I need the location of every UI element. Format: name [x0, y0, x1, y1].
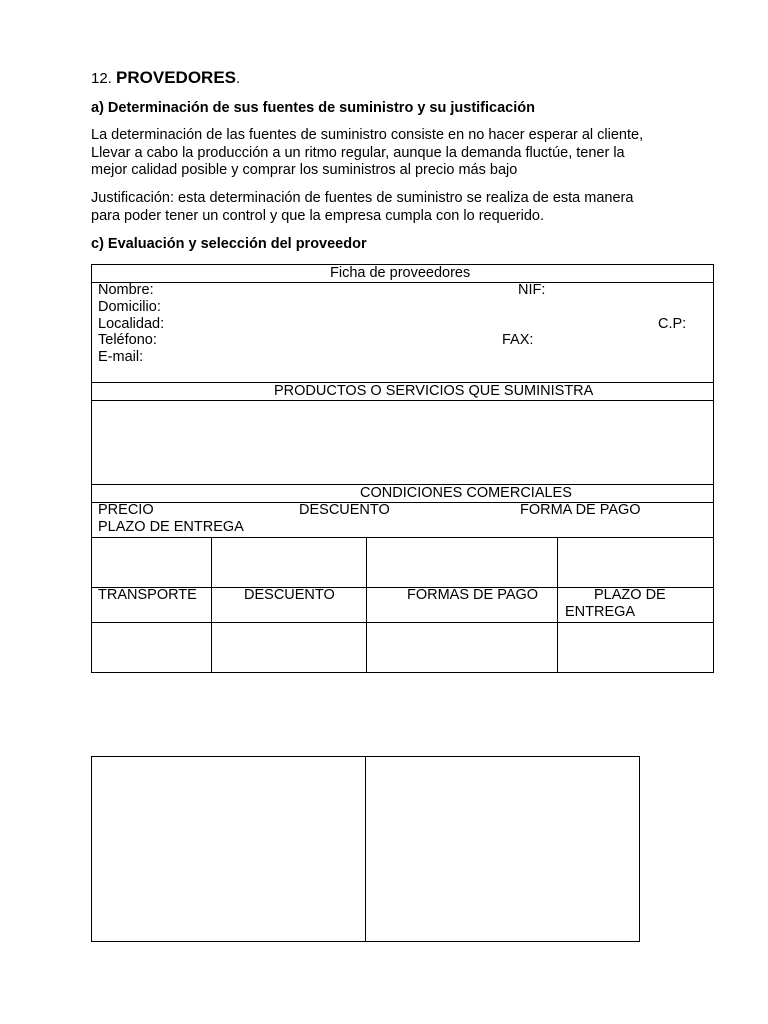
precio-label: PRECIO	[98, 502, 154, 518]
paragraph-line: Llevar a cabo la producción a un ritmo regular, aunque la demanda fluctúe, tener la	[91, 144, 625, 161]
plazo-entrega-label: PLAZO DE ENTREGA	[98, 519, 244, 535]
condiciones-header: CONDICIONES COMERCIALES	[360, 485, 572, 501]
divider	[91, 537, 714, 538]
divider	[91, 622, 714, 623]
transporte-label: TRANSPORTE	[98, 587, 197, 603]
forma-pago-label: FORMA DE PAGO	[520, 502, 641, 518]
paragraph-line: para poder tener un control y que la empresa cumpla con lo requerido.	[91, 207, 544, 224]
section-number: 12.	[91, 70, 112, 87]
field-nif-label: NIF:	[518, 282, 546, 298]
column-divider	[211, 537, 212, 673]
heading-a: a) Determinación de sus fuentes de suministro y su justificación	[91, 100, 535, 116]
column-divider	[366, 537, 367, 673]
field-domicilio-label: Domicilio:	[98, 299, 161, 315]
paragraph-line: La determinación de las fuentes de suministro consiste en no hacer esperar al cliente,	[91, 127, 644, 143]
column-divider	[557, 537, 558, 673]
descuento-label-2: DESCUENTO	[244, 587, 335, 603]
column-divider	[365, 756, 366, 942]
field-cp-label: C.P:	[658, 316, 687, 332]
field-fax-label: FAX:	[502, 332, 534, 348]
divider	[91, 400, 714, 401]
heading-c: c) Evaluación y selección del proveedor	[91, 236, 367, 252]
field-nombre-label: Nombre:	[98, 282, 154, 298]
field-email-label: E-mail:	[98, 349, 144, 365]
productos-header: PRODUCTOS O SERVICIOS QUE SUMINISTRA	[274, 383, 594, 399]
form-title: Ficha de proveedores	[330, 265, 471, 281]
section-title-text: PROVEDORES	[116, 68, 237, 87]
formas-pago-label: FORMAS DE PAGO	[407, 587, 539, 603]
paragraph-justificacion	[91, 190, 711, 225]
field-localidad-label: Localidad:	[98, 316, 165, 332]
section-title	[91, 68, 240, 88]
entrega-label: ENTREGA	[565, 604, 636, 620]
paragraph-line: mejor calidad posible y comprar los suministros al precio más bajo	[91, 162, 518, 178]
divider	[91, 282, 714, 283]
plazo-de-label: PLAZO DE	[594, 587, 666, 603]
field-telefono-label: Teléfono:	[98, 332, 157, 348]
descuento-label: DESCUENTO	[299, 502, 390, 518]
paragraph-line: Justificación: esta determinación de fuentes de suministro se realiza de esta manera	[91, 190, 634, 206]
section-title-suffix: .	[236, 70, 241, 87]
paragraph-fuentes	[91, 127, 711, 180]
